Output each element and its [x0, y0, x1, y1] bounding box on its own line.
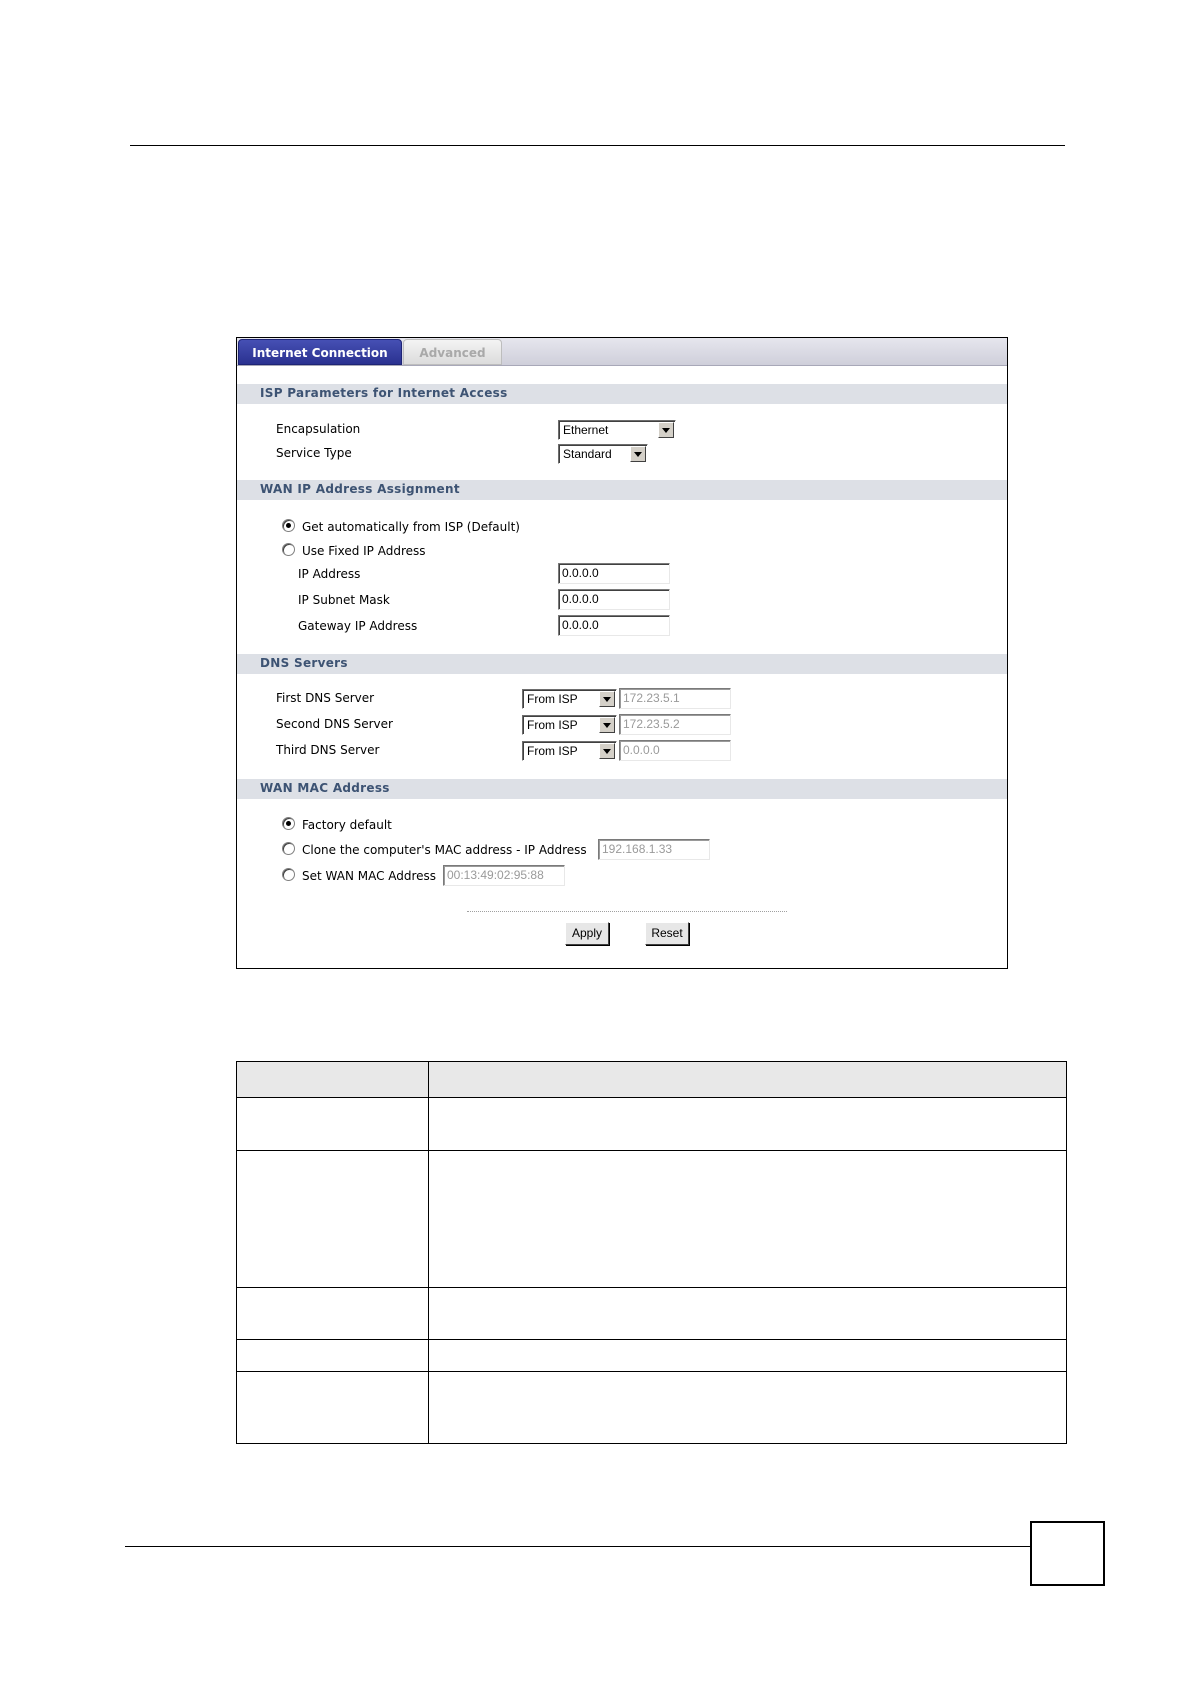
second-dns-label: Second DNS Server — [276, 717, 393, 731]
fixed-ip-radio[interactable] — [282, 543, 295, 556]
isp-section-header — [237, 384, 1007, 404]
third-dns-input[interactable]: 0.0.0.0 — [619, 740, 731, 761]
internet-connection-screen — [236, 337, 1008, 969]
table-cell — [429, 1288, 1067, 1340]
page-number-box — [1030, 1521, 1105, 1586]
fixed-ip-label: Use Fixed IP Address — [302, 544, 426, 558]
factory-default-radio[interactable] — [282, 817, 295, 830]
encapsulation-select[interactable] — [558, 420, 676, 440]
third-dns-mode-value: From ISP — [527, 744, 578, 758]
third-dns-mode-select[interactable] — [522, 741, 617, 761]
second-dns-mode-select[interactable] — [522, 715, 617, 735]
subnet-mask-input[interactable]: 0.0.0.0 — [558, 589, 670, 610]
first-dns-label: First DNS Server — [276, 691, 375, 705]
field-description-table — [236, 1061, 1067, 1444]
first-dns-mode-select[interactable] — [522, 689, 617, 709]
footer-rule — [125, 1546, 1030, 1547]
table-cell — [237, 1151, 429, 1288]
table-cell — [237, 1098, 429, 1151]
service-type-select[interactable] — [558, 444, 648, 464]
chevron-down-icon[interactable] — [630, 446, 646, 462]
ip-address-label: IP Address — [298, 567, 361, 581]
apply-button[interactable]: Apply — [565, 922, 609, 945]
divider — [467, 911, 787, 912]
table-cell — [429, 1372, 1067, 1444]
auto-ip-label: Get automatically from ISP (Default) — [302, 520, 520, 534]
wan-ip-section-header — [237, 480, 1007, 500]
chevron-down-icon[interactable] — [599, 743, 615, 759]
table-header-cell — [429, 1062, 1067, 1098]
dns-section-header — [237, 654, 1007, 674]
table-row — [237, 1151, 1067, 1288]
table-cell — [237, 1288, 429, 1340]
gateway-input[interactable]: 0.0.0.0 — [558, 615, 670, 636]
clone-mac-label: Clone the computer's MAC address - IP Address — [302, 843, 587, 857]
isp-section-title: ISP Parameters for Internet Access — [260, 386, 508, 400]
second-dns-mode-value: From ISP — [527, 718, 578, 732]
service-type-label: Service Type — [276, 446, 352, 460]
set-mac-radio[interactable] — [282, 868, 295, 881]
mac-section-title: WAN MAC Address — [260, 781, 390, 795]
table-header-cell — [237, 1062, 429, 1098]
header-rule — [130, 145, 1065, 146]
clone-ip-input[interactable]: 192.168.1.33 — [598, 839, 710, 860]
factory-default-label: Factory default — [302, 818, 392, 832]
table-cell — [237, 1372, 429, 1444]
auto-ip-radio[interactable] — [282, 519, 295, 532]
reset-button[interactable]: Reset — [645, 922, 689, 945]
second-dns-input[interactable]: 172.23.5.2 — [619, 714, 731, 735]
set-mac-label: Set WAN MAC Address — [302, 869, 437, 883]
tab-advanced[interactable]: Advanced — [403, 339, 502, 365]
first-dns-input[interactable]: 172.23.5.1 — [619, 688, 731, 709]
tab-internet-connection[interactable]: Internet Connection — [238, 339, 402, 365]
table-row — [237, 1098, 1067, 1151]
table-row — [237, 1372, 1067, 1444]
third-dns-label: Third DNS Server — [276, 743, 380, 757]
wan-ip-section-title: WAN IP Address Assignment — [260, 482, 460, 496]
dns-section-title: DNS Servers — [260, 656, 348, 670]
table-header-row — [237, 1062, 1067, 1098]
table-row — [237, 1340, 1067, 1372]
tab-bar — [237, 338, 1007, 366]
gateway-label: Gateway IP Address — [298, 619, 418, 633]
encapsulation-value: Ethernet — [563, 423, 609, 437]
mac-section-header — [237, 779, 1007, 799]
first-dns-mode-value: From ISP — [527, 692, 578, 706]
table-cell — [429, 1151, 1067, 1288]
encapsulation-label: Encapsulation — [276, 422, 361, 436]
chevron-down-icon[interactable] — [599, 691, 615, 707]
table-cell — [429, 1098, 1067, 1151]
table-row — [237, 1288, 1067, 1340]
service-type-value: Standard — [563, 447, 612, 461]
chevron-down-icon[interactable] — [658, 422, 674, 438]
chevron-down-icon[interactable] — [599, 717, 615, 733]
ip-address-input[interactable]: 0.0.0.0 — [558, 563, 670, 584]
table-cell — [429, 1340, 1067, 1372]
table-cell — [237, 1340, 429, 1372]
clone-mac-radio[interactable] — [282, 842, 295, 855]
set-mac-input[interactable]: 00:13:49:02:95:88 — [443, 865, 565, 886]
subnet-mask-label: IP Subnet Mask — [298, 593, 390, 607]
